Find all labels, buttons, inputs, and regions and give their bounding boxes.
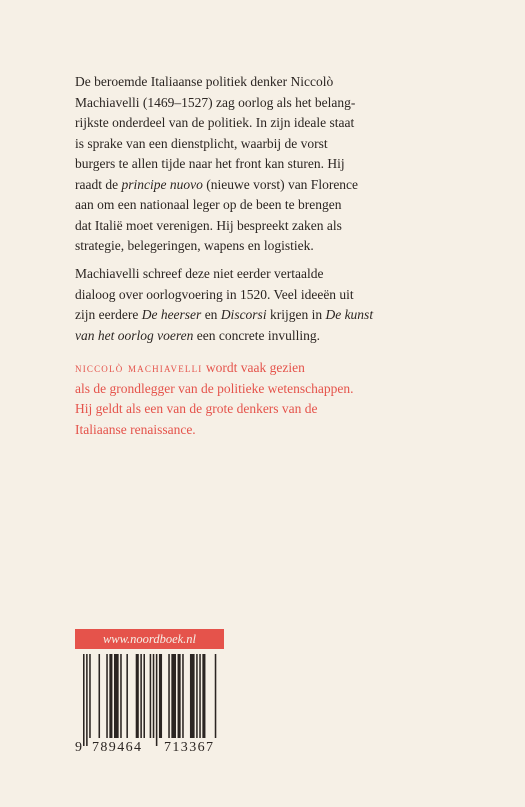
barcode-bar [156,654,158,746]
paragraph-text: zijn eerdere [75,307,142,322]
isbn-digits [75,738,224,758]
barcode-bar [126,654,128,738]
description-line: burgers te allen tijde naar het front kan sturen. Hij [75,156,345,171]
barcode-bar [136,654,139,738]
description-line: rijkste onderdeel van de politiek. In zijn ideale staat [75,115,355,130]
barcode-bar [109,654,112,738]
description-line [75,175,375,196]
description-text: raadt de [75,176,122,192]
barcode-bar [83,654,85,746]
isbn-digit-group-right: 713367 [164,740,215,755]
description-line: strategie, belegeringen, wapens en logistiek. [75,238,314,253]
description-paragraph [75,72,375,257]
paragraph-text: een concrete invulling. [193,327,321,343]
book-title-kunst-cont: van het oorlog voeren [75,327,194,343]
barcode-bar [190,654,195,738]
paragraph-text: krijgen in [266,307,326,322]
paragraph-text: en [201,307,221,322]
barcode-bar [202,654,205,738]
isbn-barcode [75,654,224,758]
book-title-kunst: De kunst [325,307,374,322]
barcode-bar [140,654,142,738]
barcode-bar [199,654,201,738]
barcode-bar [120,654,122,738]
author-bio [75,358,375,440]
bio-line: Italiaanse renaissance. [75,421,196,437]
description-line: dat Italië moet verenigen. Hij bespreekt zaken als [75,217,342,233]
book-title-heerser: De heerser [141,307,202,322]
bio-line: Hij geldt als een van de grote denkers van de [75,401,318,416]
paragraph-line: dialoog over oorlogvoering in 1520. Veel ideeën uit [75,286,354,302]
barcode-bar [106,654,108,738]
description-line: Machiavelli (1469–1527) zag oorlog als het belang- [75,94,356,110]
barcode-bar [182,654,184,738]
description-line: aan om een nationaal leger op de been te brengen [75,197,342,212]
barcode-bar [143,654,145,738]
bio-text: wordt vaak gezien [202,360,305,375]
barcode-bar [178,654,181,738]
barcode-bar [99,654,101,738]
isbn-first-digit: 9 [75,740,84,755]
bio-line: als de grondlegger van de politieke wetenschappen. [75,380,354,396]
barcode-bar [89,654,91,738]
description-text: (nieuwe vorst) van Florence [202,176,359,192]
book-title-discorsi: Discorsi [220,307,267,322]
paragraph-line [75,305,375,326]
paragraph-line [75,326,375,347]
description-line: is sprake van een dienstplicht, waarbij de vorst [75,135,328,151]
bio-line [75,358,375,379]
barcode-bar [86,654,88,746]
barcode-bar [171,654,176,738]
isbn-digit-group-left: 789464 [92,740,143,755]
author-name: niccolò machiavelli [75,360,203,375]
description-line: De beroemde Italiaanse politiek denker Niccolò [75,74,334,89]
barcode-bar [168,654,170,738]
italic-term: principe nuovo [121,176,203,192]
barcode-bar [153,654,155,738]
barcode-bar [196,654,198,738]
second-paragraph [75,264,375,346]
barcode-bar [150,654,152,738]
barcode-bar [114,654,119,738]
publisher-url: www.noordboek.nl [75,629,224,649]
paragraph-line: Machiavelli schreef deze niet eerder vertaalde [75,266,324,281]
barcode-bar [215,654,217,738]
barcode-bar [159,654,162,738]
